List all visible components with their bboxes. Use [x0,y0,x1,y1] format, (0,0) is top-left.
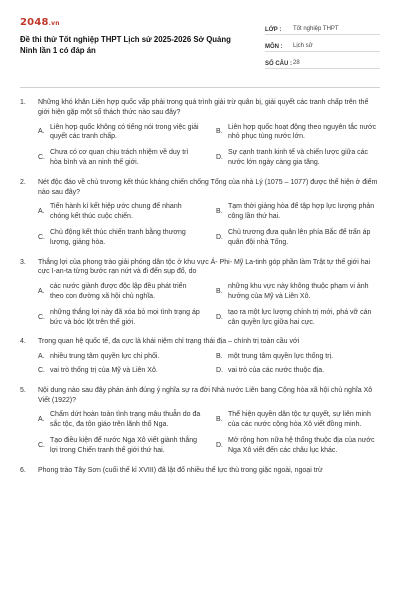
answer-option[interactable] [216,436,380,456]
answer-option[interactable] [38,282,202,302]
option-text: Liên hợp quốc hoạt động theo nguyên tắc nước nhỏ phục tùng nước lớn. [228,123,377,141]
question-item [20,386,380,456]
answer-option[interactable] [216,228,380,248]
option-letter: B. [216,353,223,361]
option-text: Chấm dứt hoàn toàn tình trạng mâu thuẫn do đa sắc tộc, đa tôn giáo trên lãnh thổ Nga. [50,411,201,429]
answer-option[interactable] [216,282,380,302]
option-text: Chưa có cơ quan chịu trách nhiệm về duy trì hòa bình và an ninh thế giới. [50,149,189,166]
exam-meta [265,18,380,69]
question-number: 2. [20,178,26,186]
answer-option[interactable] [216,352,380,362]
question-item [20,337,380,375]
option-letter: C. [38,441,45,449]
option-letter: D. [216,366,223,374]
exam-title: Đề thi thử Tốt nghiệp THPT Lịch sử 2025-2026 Sở Quảng Ninh lần 1 có đáp án [20,35,231,56]
option-text: Thể hiện quyền dân tộc tự quyết, sự liên minh của các nước cộng hòa Xô viết đồng minh. [228,411,371,429]
option-letter: B. [216,208,223,216]
option-letter: B. [216,288,223,296]
option-letter: C. [38,233,45,241]
option-text: nhiều trung tâm quyền lực chi phối. [50,353,160,361]
answer-option[interactable] [38,228,202,248]
option-letter: A. [38,416,45,424]
answer-option[interactable] [38,308,202,328]
option-letter: A. [38,288,45,296]
option-text: Chủ động kết thúc chiến tranh bằng thương lượng, giảng hòa. [50,228,186,246]
answer-options [38,123,380,168]
option-letter: B. [216,416,223,424]
option-text: một trung tâm quyền lực thống trị. [228,353,334,361]
answer-options [38,352,380,376]
meta-row [265,18,380,35]
answer-option[interactable] [216,366,380,376]
option-text: các nước giành được độc lập đều phát triển theo con đường xã hội chủ nghĩa. [50,283,187,300]
answer-option[interactable] [38,148,202,168]
header-divider [20,87,380,88]
logo-main: 2048 [20,17,49,28]
option-letter: C. [38,366,45,374]
answer-option[interactable] [216,123,380,143]
question-stem [20,178,380,198]
question-number: 1. [20,99,26,106]
option-text: vai trò thống trị của Mỹ và Liên Xô. [50,366,158,374]
answer-options [38,282,380,327]
option-text: Chủ trương đưa quân lên phía Bắc để trấn áp quân đội nhà Tống. [228,228,371,246]
answer-option[interactable] [38,352,202,362]
question-text: Trong quan hệ quốc tế, đa cực là khái niệm chỉ trạng thái địa – chính trị toàn cầu với [38,338,300,346]
answer-option[interactable] [38,366,202,376]
question-number: 5. [20,386,26,394]
option-letter: B. [216,128,223,136]
header-left [20,16,245,69]
meta-label: SỐ CÂU : [265,60,292,67]
site-logo[interactable] [20,16,245,30]
answer-option[interactable] [216,308,380,328]
question-list [20,98,380,475]
meta-row [265,35,380,52]
option-text: vai trò của các nước thuộc địa. [228,366,325,374]
meta-row [265,52,380,69]
meta-value: Lịch sử [293,42,313,49]
document-header [20,16,380,69]
option-letter: A. [38,353,45,361]
option-letter: D. [216,154,223,162]
question-text: Những khó khăn Liên hợp quốc vấp phải trong quá trình giải trừ quân bị, giải quyết các tranh chấp trên thế giới hiện gặp một số thách thức nào sau đây? [38,99,369,116]
answer-option[interactable] [216,410,380,430]
answer-option[interactable] [38,436,202,456]
answer-options [38,410,380,455]
option-text: Tạo điều kiện để nước Nga Xô viết giành thắng lợi trong Chiến tranh thế giới thứ hai. [50,436,198,454]
meta-label: LỚP : [265,26,282,33]
meta-value: Tốt nghiệp THPT [293,25,339,32]
option-text: những thắng lợi này đã xóa bỏ mọi tình trạng áp bức và bóc lột trên thế giới. [50,308,200,326]
question-stem [20,466,380,476]
question-text: Nét độc đáo về chủ trương kết thúc kháng chiến chống Tống của nhà Lý (1075 – 1077) được thể hiện ở điểm nào sau đây? [38,178,378,196]
question-number: 4. [20,338,26,346]
logo-suffix: .vn [48,20,60,27]
question-number: 6. [20,466,26,474]
answer-option[interactable] [38,410,202,430]
option-letter: C. [38,154,45,162]
answer-option[interactable] [38,123,202,143]
option-letter: D. [216,233,223,241]
answer-option[interactable] [216,202,380,222]
meta-value: 28 [293,59,300,66]
option-text: Tạm thời giảng hòa để tập hợp lực lượng phản công lần thứ hai. [228,203,375,221]
question-stem [20,258,380,278]
option-text: Liên hợp quốc không có tiếng nói trong việc giải quyết các tranh chấp. [50,123,199,141]
question-stem [20,98,380,118]
question-item [20,178,380,248]
option-text: Tiến hành kí kết hiệp ước chung để nhanh chóng kết thúc cuộc chiến. [50,203,182,221]
answer-option[interactable] [38,202,202,222]
question-text: Nội dung nào sau đây phản ánh đúng ý nghĩa sự ra đời Nhà nước Liên bang Cộng hòa xã hội chủ nghĩa Xô Viết (1922)? [38,386,373,404]
answer-option[interactable] [216,148,380,168]
question-item [20,98,380,168]
option-letter: C. [38,313,45,321]
question-stem [20,386,380,406]
question-item [20,258,380,328]
option-letter: D. [216,313,223,321]
option-text: Sự cạnh tranh kinh tế và chiến lược giữa các nước lớn ngày càng gia tăng. [228,149,369,166]
question-text: Thắng lợi của phong trào giải phóng dân tộc ở khu vực Á- Phi- Mỹ La-tinh góp phần làm Trật tự thế giới hai cực I-an-ta từng bước rạn nứt và đi đến sụp đổ, do [38,258,371,276]
question-number: 3. [20,258,26,266]
question-item [20,466,380,476]
option-text: Mở rộng hơn nữa hệ thống thuộc địa của nước Nga Xô viết đến các châu lục khác. [228,436,375,454]
answer-options [38,202,380,247]
question-text: Phong trào Tây Sơn (cuối thế kỉ XVIII) đã lật đổ nhiều thế lực thù trong giặc ngoài, ngoại trừ [38,466,323,474]
option-letter: A. [38,128,45,136]
option-letter: D. [216,441,223,449]
option-text: những khu vực này không thuộc phạm vi ảnh hưởng của Mỹ và Liên Xô. [228,283,369,300]
option-text: tạo ra một lực lượng chính trị mới, phá vỡ cán cân quyền lực giữa hai cực. [228,308,372,326]
meta-label: MÔN : [265,43,283,50]
option-letter: A. [38,208,45,216]
question-stem [20,337,380,347]
